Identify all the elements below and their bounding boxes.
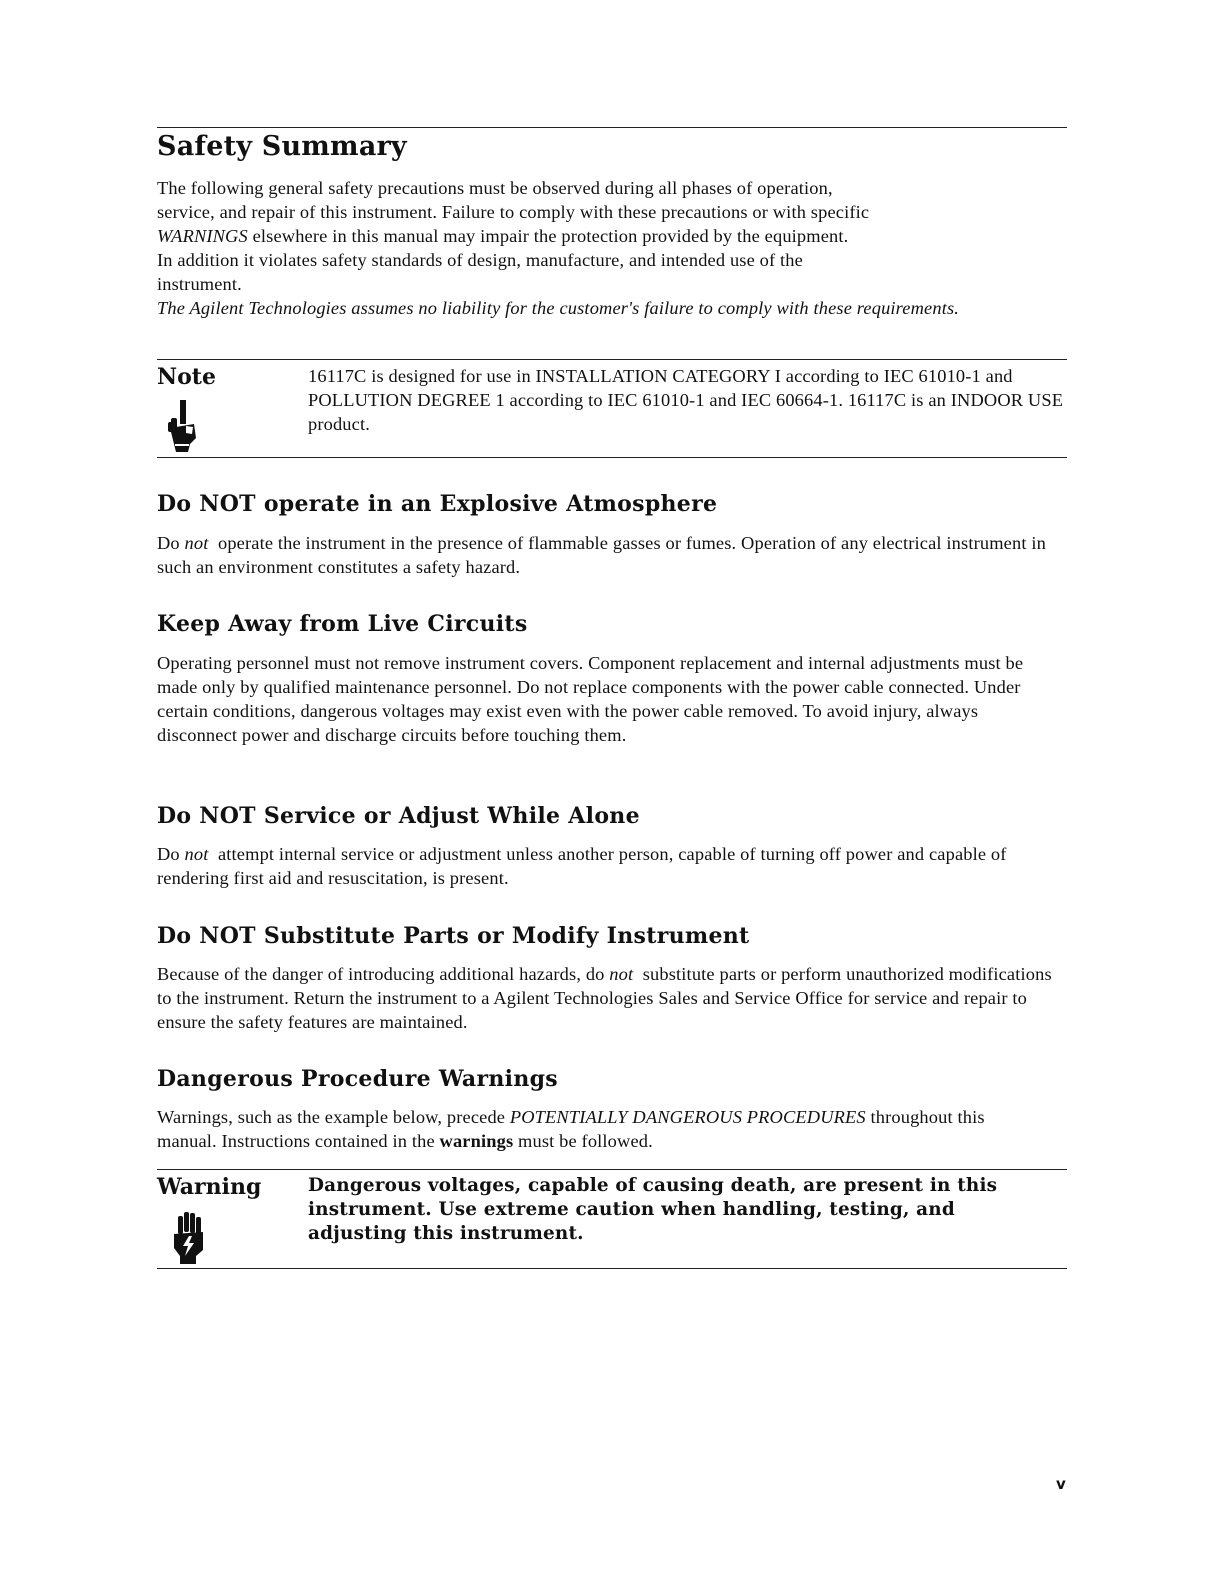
warnings-emphasis: WARNINGS [157,226,248,246]
note-bottom-rule [157,457,1067,458]
alone-pre: Do [157,844,185,864]
intro-line-3-rest: elsewhere in this manual may impair the protection provided by the equipment. [247,226,849,246]
substitute-parts-text [157,962,1057,1034]
heading-live-circuits: Keep Away from Live Circuits [157,611,528,637]
substitute-emphasis: not [609,964,634,984]
top-rule [157,127,1067,128]
dangerous-post: must be followed. [513,1131,653,1151]
explosive-atmosphere-text [157,531,1069,579]
explosive-emphasis: not [184,533,209,553]
dangerous-mid: throughout this manual. Instructions contained in the [157,1107,985,1151]
warning-top-rule [157,1169,1067,1170]
substitute-post: substitute parts or perform unauthorized modifications to the instrument. Return the instrument to a Agilent Technologies Sales and Service Office for service and repair to ensure the safety features are maintained. [157,964,1057,1032]
explosive-post: operate the instrument in the presence of flammable gasses or fumes. Operation of any electrical instrument in such an environment constitutes a safety hazard. [157,533,1051,577]
page-number: v [1056,1475,1066,1493]
intro-paragraph [157,176,1069,320]
warning-text: Dangerous voltages, capable of causing death, are present in this instrument. Use extreme caution when handling, testing, and adjusting this instrument. [308,1175,998,1244]
intro-line-5: instrument. [157,274,242,294]
heading-substitute-parts: Do NOT Substitute Parts or Modify Instrument [157,923,750,949]
pointing-hand-icon [166,400,200,456]
warning-bottom-rule [157,1268,1067,1269]
liability-disclaimer [157,296,1042,320]
note-top-rule [157,359,1067,360]
live-circuits-text: Operating personnel must not remove instrument covers. Component replacement and internal adjustments must be made only by qualified maintenance personnel. Do not replace components with the power cable connected. Under certain conditions, dangerous voltages may exist even with the power cable removed. To avoid injury, always disconnect power and discharge circuits before touching them. [157,653,1024,745]
substitute-pre: Because of the danger of introducing additional hazards, do [157,964,610,984]
intro-line-4: In addition it violates safety standards of design, manufacture, and intended use of the [157,250,803,270]
dangerous-emphasis: POTENTIALLY DANGEROUS PROCEDURES [509,1107,866,1127]
note-text: 16117C is designed for use in INSTALLATION CATEGORY I according to IEC 61010-1 and POLLUTION DEGREE 1 according to IEC 61010-1 and IEC 60664-1. 16117C is an INDOOR USE product. [308,366,1064,434]
heading-service-alone: Do NOT Service or Adjust While Alone [157,803,640,829]
warning-label: Warning [157,1174,262,1200]
heading-explosive-atmosphere: Do NOT operate in an Explosive Atmosphere [157,491,718,517]
heading-dangerous-procedures: Dangerous Procedure Warnings [157,1066,558,1092]
alone-post: attempt internal service or adjustment unless another person, capable of turning off power and capable of rendering first aid and resuscitation, is present. [157,844,1012,888]
liability-disclaimer-text: The Agilent Technologies assumes no liability for the customer's failure to comply with these requirements. [157,298,960,318]
intro-line-2: service, and repair of this instrument. Failure to comply with these precautions or with specific [157,202,870,222]
alone-emphasis: not [184,844,209,864]
intro-line-3 [157,224,1069,248]
shock-hand-icon [172,1212,206,1270]
dangerous-pre: Warnings, such as the example below, precede [157,1107,510,1127]
dangerous-procedures-text [157,1105,1037,1153]
service-alone-text [157,842,1037,890]
note-label: Note [157,364,216,390]
page-title: Safety Summary [157,131,407,162]
warnings-strong: warnings [439,1131,514,1151]
explosive-pre: Do [157,533,185,553]
intro-line-1: The following general safety precautions must be observed during all phases of operation, [157,178,833,198]
